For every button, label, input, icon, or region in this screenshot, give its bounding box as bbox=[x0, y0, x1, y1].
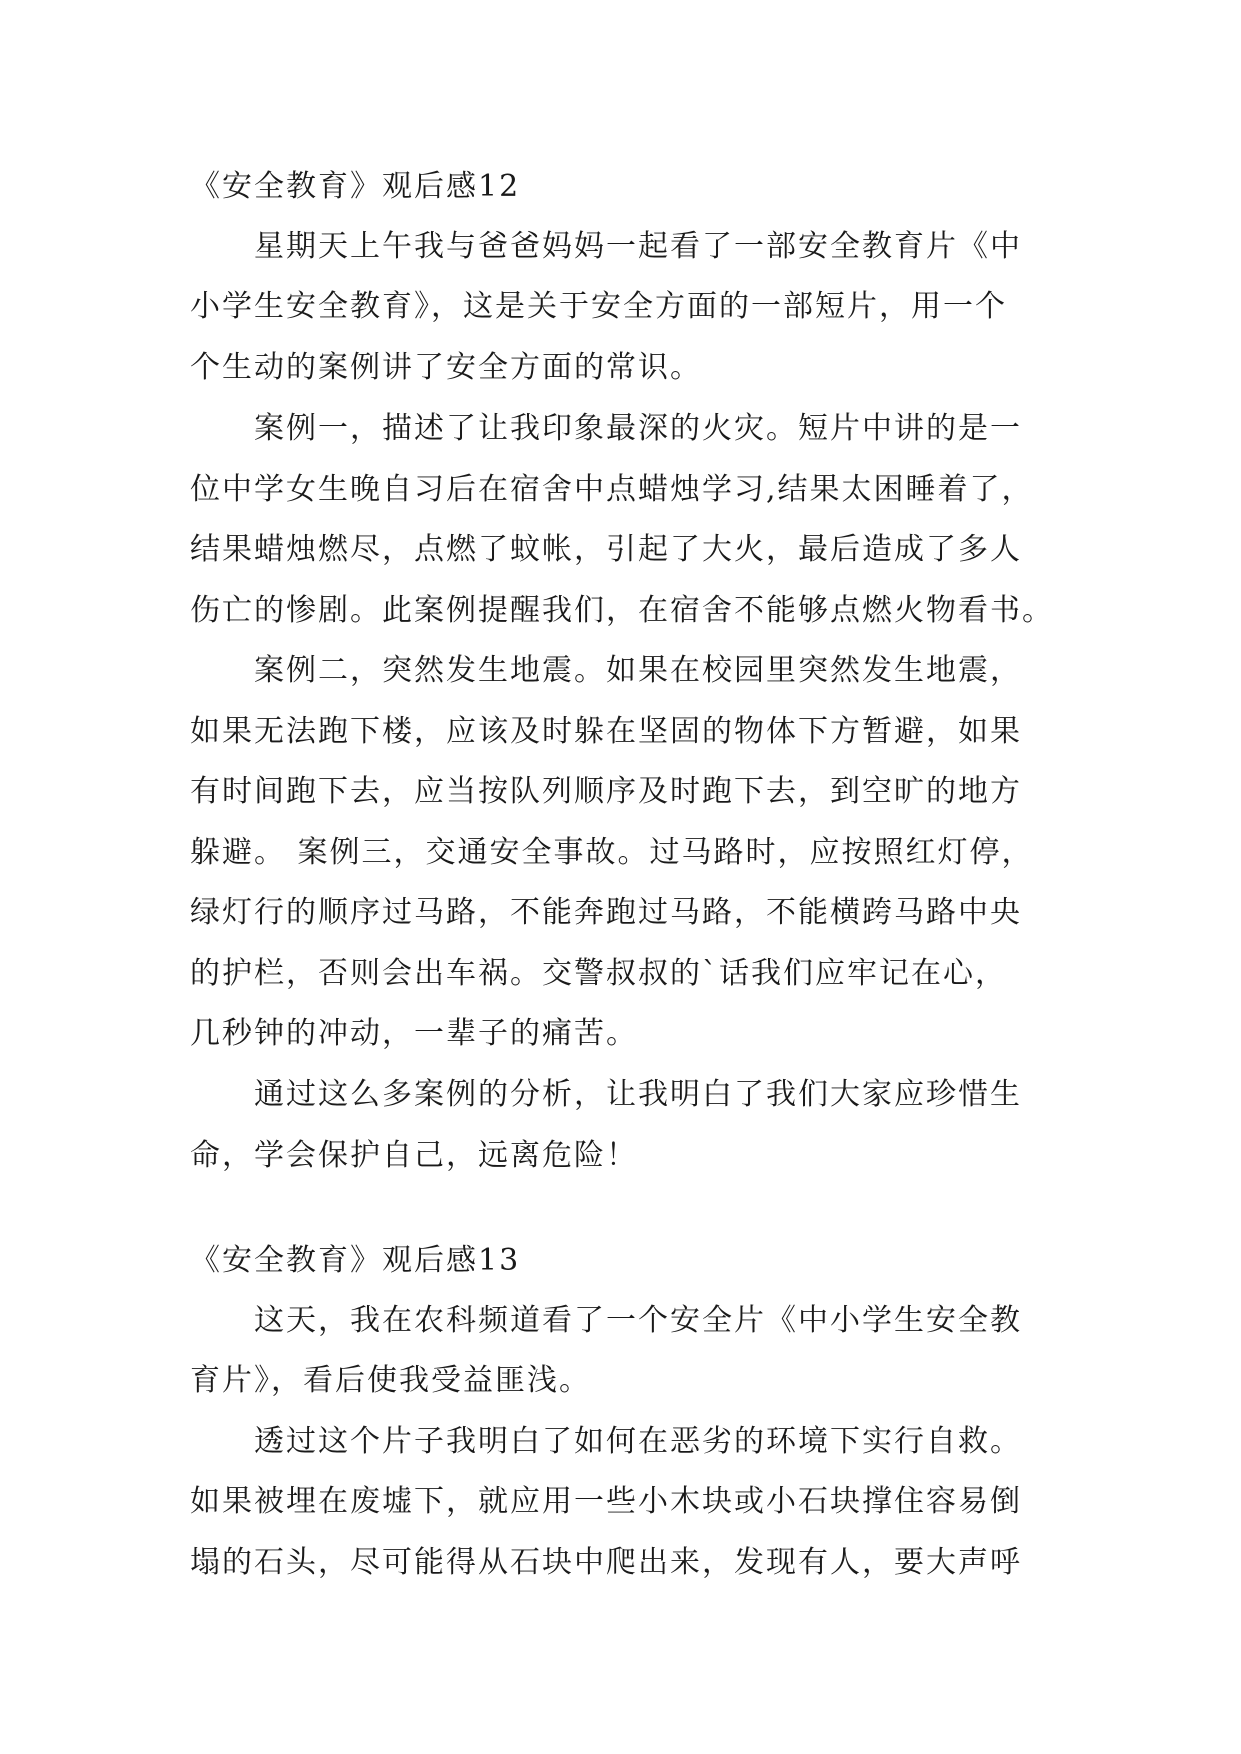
paragraph-line: 透过这个片子我明白了如何在恶劣的环境下实行自救。 bbox=[254, 1424, 1022, 1459]
paragraph-line: 结果蜡烛燃尽，点燃了蚊帐，引起了大火，最后造成了多人 bbox=[190, 532, 1022, 567]
paragraph-line: 伤亡的惨剧。此案例提醒我们，在宿舍不能够点燃火物看书。 bbox=[190, 593, 1054, 628]
paragraph-line: 这天，我在农科频道看了一个安全片《中小学生安全教 bbox=[254, 1303, 1022, 1338]
paragraph-line: 绿灯行的顺序过马路，不能奔跑过马路，不能横跨马路中央 bbox=[190, 895, 1022, 930]
section-title: 《安全教育》观后感12 bbox=[190, 169, 521, 204]
paragraph-line: 躲避。 案例三，交通安全事故。过马路时，应按照红灯停， bbox=[190, 835, 1034, 870]
paragraph-line: 案例一，描述了让我印象最深的火灾。短片中讲的是一 bbox=[254, 411, 1022, 446]
paragraph-line: 育片》，看后使我受益匪浅。 bbox=[190, 1363, 591, 1398]
section-title: 《安全教育》观后感13 bbox=[190, 1243, 521, 1278]
paragraph-line: 几秒钟的冲动，一辈子的痛苦。 bbox=[190, 1016, 638, 1051]
paragraph-line: 案例二，突然发生地震。如果在校园里突然发生地震， bbox=[254, 653, 1022, 688]
paragraph-line: 个生动的案例讲了安全方面的常识。 bbox=[190, 350, 702, 385]
paragraph-line: 塌的石头，尽可能得从石块中爬出来，发现有人，要大声呼 bbox=[190, 1545, 1022, 1580]
paragraph-line: 如果被埋在废墟下，就应用一些小木块或小石块撑住容易倒 bbox=[190, 1484, 1022, 1519]
paragraph-line: 通过这么多案例的分析，让我明白了我们大家应珍惜生 bbox=[254, 1077, 1022, 1112]
paragraph-line: 位中学女生晚自习后在宿舍中点蜡烛学习,结果太困睡着了， bbox=[190, 472, 1034, 507]
paragraph-line: 如果无法跑下楼，应该及时躲在坚固的物体下方暂避，如果 bbox=[190, 714, 1022, 749]
paragraph-line: 星期天上午我与爸爸妈妈一起看了一部安全教育片《中 bbox=[254, 229, 1022, 264]
paragraph-line: 的护栏，否则会出车祸。交警叔叔的`话我们应牢记在心， bbox=[190, 956, 1007, 991]
paragraph-line: 命，学会保护自己，远离危险！ bbox=[190, 1138, 638, 1173]
paragraph-line: 小学生安全教育》，这是关于安全方面的一部短片，用一个 bbox=[190, 289, 1007, 324]
paragraph-line: 有时间跑下去，应当按队列顺序及时跑下去，到空旷的地方 bbox=[190, 774, 1022, 809]
